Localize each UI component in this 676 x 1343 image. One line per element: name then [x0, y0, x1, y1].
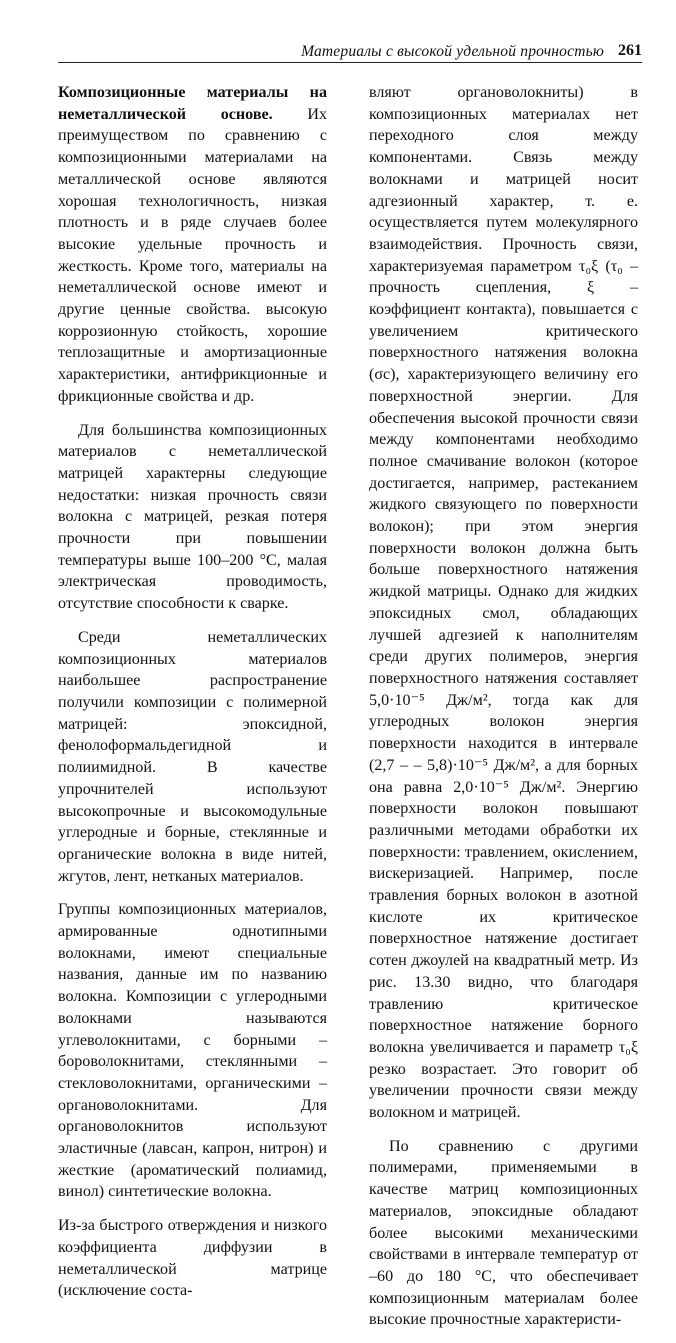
- paragraph-curing: Из-за быстрого отверждения и низкого коэффициента диффузии в неметаллической матрице (исключение соста-: [58, 1217, 327, 1300]
- paragraph-nonmetallic-intro: [58, 82, 327, 408]
- right-column: [369, 82, 638, 1343]
- paragraph-text: Их преимуществом по сравнению с композиционными материалами на металлической основе являются хорошая технологичность, низкая плотность и в ряде случаев более высокие удельные прочность и жесткость. Кроме того, материалы на неметаллической основе имеют и другие ценные свойства. высокую коррозионную стойкость, хорошие теплозащитные и амортизационные характеристики, антифрикционные и фрикционные свойства и др.: [58, 105, 327, 405]
- page-number: 261: [618, 42, 642, 59]
- left-column: [58, 82, 327, 1314]
- paragraph-disadvantages: Для большинства композиционных материалов с неметаллической матрицей характерны следующие недостатки: низкая прочность связи волокна с матрицей, резкая потеря прочности при повышении температуры выше 100–200 °С, малая электрическая проводимость, отсутствие способности к сварке.: [58, 421, 327, 613]
- running-header: [58, 40, 642, 63]
- paragraph-fiber-groups: Группы композиционных материалов, армированные однотипными волокнами, имеют специальные названия, данные им по названию волокна. Композиции с углеродными волокнами называются углеволокнитами, с борными – бороволокнитами, стеклянными – стекловолокнитами, органическими – органоволокнитами. Для органоволокнитов используют эластичные (лавсан, капрон, нитрон) и жесткие (ароматический полиамид, винол) синтетические волокна.: [58, 901, 327, 1201]
- paragraph-polymer-matrix: Среди неметаллических композиционных материалов наибольшее распространение получили композиции с полимерной матрицей: эпоксидной, фенолоформальдегидной и полиимидной. В качестве упрочнителей используют высокопрочные и высокомодульные углеродные и борные, стеклянные и органические волокна в виде нитей, жгутов, лент, нетканых материалов.: [58, 628, 327, 885]
- paragraph-epoxy-comparison: По сравнению с другими полимерами, применяемыми в качестве матриц композиционных материалов, эпоксидные обладают более высокими механическими свойствами в интервале температур от –60 до 180 °С, что обеспечивает композиционным материалам более высокие прочностные характеристи-: [369, 1137, 638, 1329]
- section-lead: Композиционные материалы на неметаллической основе.: [58, 84, 327, 123]
- paragraph-adhesion: вляют органоволокниты) в композиционных материалах нет переходного слоя между компонентами. Связь между волокнами и матрицей носит адгезионный характер, т. е. осуществляется путем молекулярного взаимодействия. Прочность связи, характеризуемая параметром τ₀ξ (τ₀ – прочность сцепления, ξ – коэффициент контакта), повышается с увеличением критического поверхностного натяжения волокна (σс), характеризующего величину его поверхностной энергии. Для обеспечения высокой прочности связи между компонентами необходимо полное смачивание волокон (которое достигается, например, растеканием жидкого связующего по поверхности волокон); при этом энергия поверхности волокон должна быть больше поверхностного натяжения жидкой матрицы. Однако для жидких эпоксидных смол, обладающих лучшей адгезией к наполнителям среди других полимеров, энергия поверхностного натяжения составляет 5,0·10⁻⁵ Дж/м², тогда как для углеродных волокон энергия поверхности находится в интервале (2,7 – – 5,8)·10⁻⁵ Дж/м², а для борных она равна 2,0·10⁻⁵ Дж/м². Энергию поверхности волокон повышают различными методами обработки их поверхности: травлением, окислением, вискеризацией. Например, после травления борных волокон в азотной кислоте их критическое поверхностное натяжение достигает сотен джоулей на квадратный метр. Из рис. 13.30 видно, что благодаря травлению критическое поверхностное натяжение борного волокна увеличивается и параметр τ₀ξ резко возрастает. Это говорит об увеличении прочности связи между волокном и матрицей.: [369, 84, 638, 1122]
- running-title: Материалы с высокой удельной прочностью: [301, 43, 604, 60]
